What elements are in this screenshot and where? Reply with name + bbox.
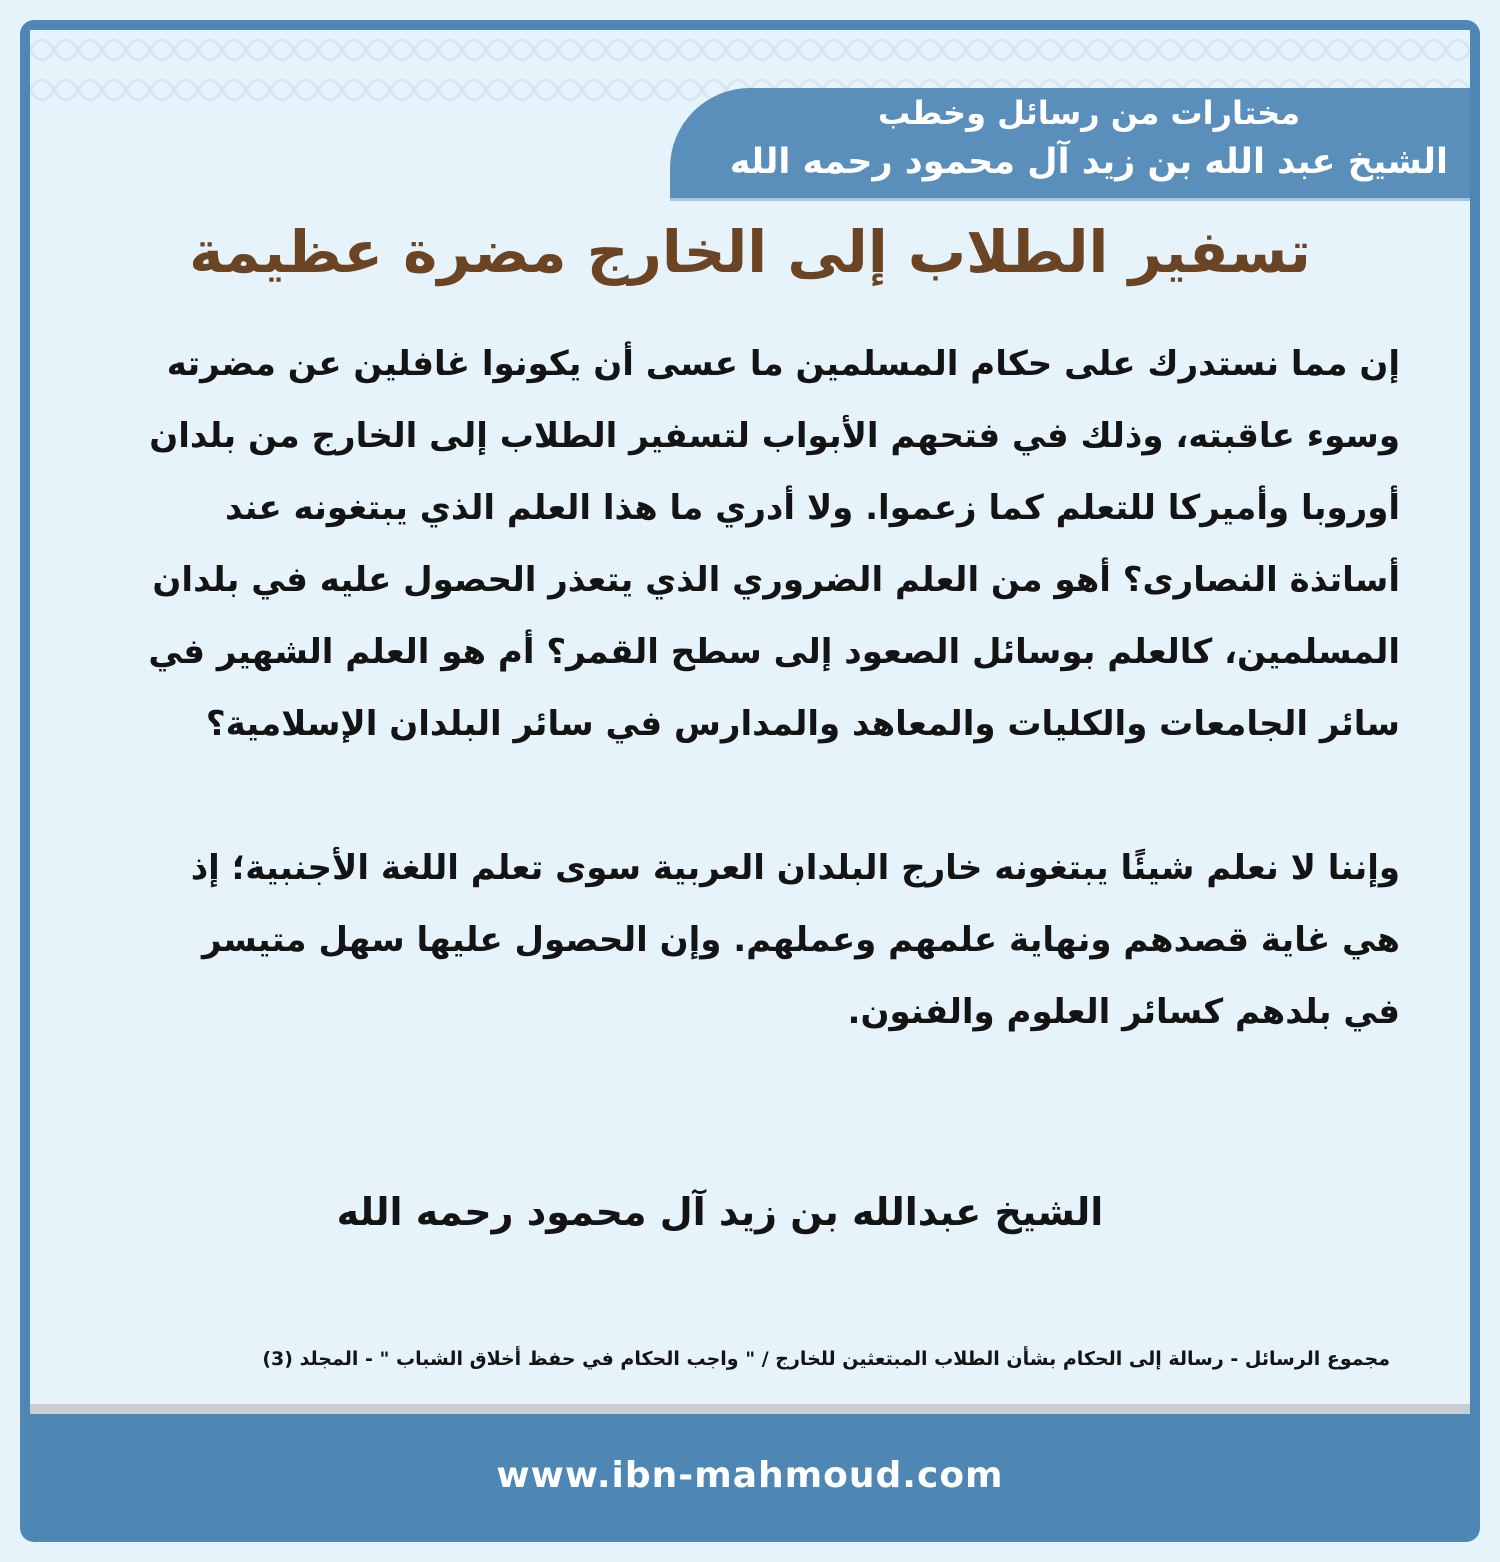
card-body xyxy=(30,30,1470,1404)
article-body xyxy=(140,328,1400,1048)
header-band xyxy=(670,88,1470,198)
paragraph: إن مما نستدرك على حكام المسلمين ما عسى أن يكونوا غافلين عن مضرته وسوء عاقبته، وذلك في فتحهم الأبواب لتسفير الطلاب إلى الخارج من بلدان أوروبا وأميركا للتعلم كما زعموا. ولا أدري ما هذا العلم الذي يبتغونه عند أساتذة النصارى؟ أهو من العلم الضروري الذي يتعذر الحصول عليه في بلدان المسلمين، كالعلم بوسائل الصعود إلى سطح القمر؟ أم هو العلم الشهير في سائر الجامعات والكليات والمعاهد والمدارس في سائر البلدان الإسلامية؟ xyxy=(148,344,1400,744)
divider-strip xyxy=(30,1404,1470,1414)
source-citation: مجموع الرسائل - رسالة إلى الحكام بشأن الطلاب المبتعثين للخارج / " واجب الحكام في حفظ أخلاق الشباب " - المجلد (3) xyxy=(262,1348,1390,1370)
footer-website-link[interactable]: www.ibn-mahmoud.com xyxy=(496,1455,1004,1496)
page-title: تسفير الطلاب إلى الخارج مضرة عظيمة xyxy=(189,218,1311,286)
paragraph: وإننا لا نعلم شيئًا يبتغونه خارج البلدان العربية سوى تعلم اللغة الأجنبية؛ إذ هي غاية قصدهم ونهاية علمهم وعملهم. وإن الحصول عليها سهل متيسر في بلدهم كسائر العلوم والفنون. xyxy=(190,848,1400,1032)
author-signature: الشيخ عبدالله بن زيد آل محمود رحمه الله xyxy=(336,1190,1104,1234)
header-author-name: الشيخ عبد الله بن زيد آل محمود رحمه الله xyxy=(729,142,1448,182)
header-series-title: مختارات من رسائل وخطب xyxy=(877,94,1300,132)
card-frame xyxy=(20,20,1480,1542)
